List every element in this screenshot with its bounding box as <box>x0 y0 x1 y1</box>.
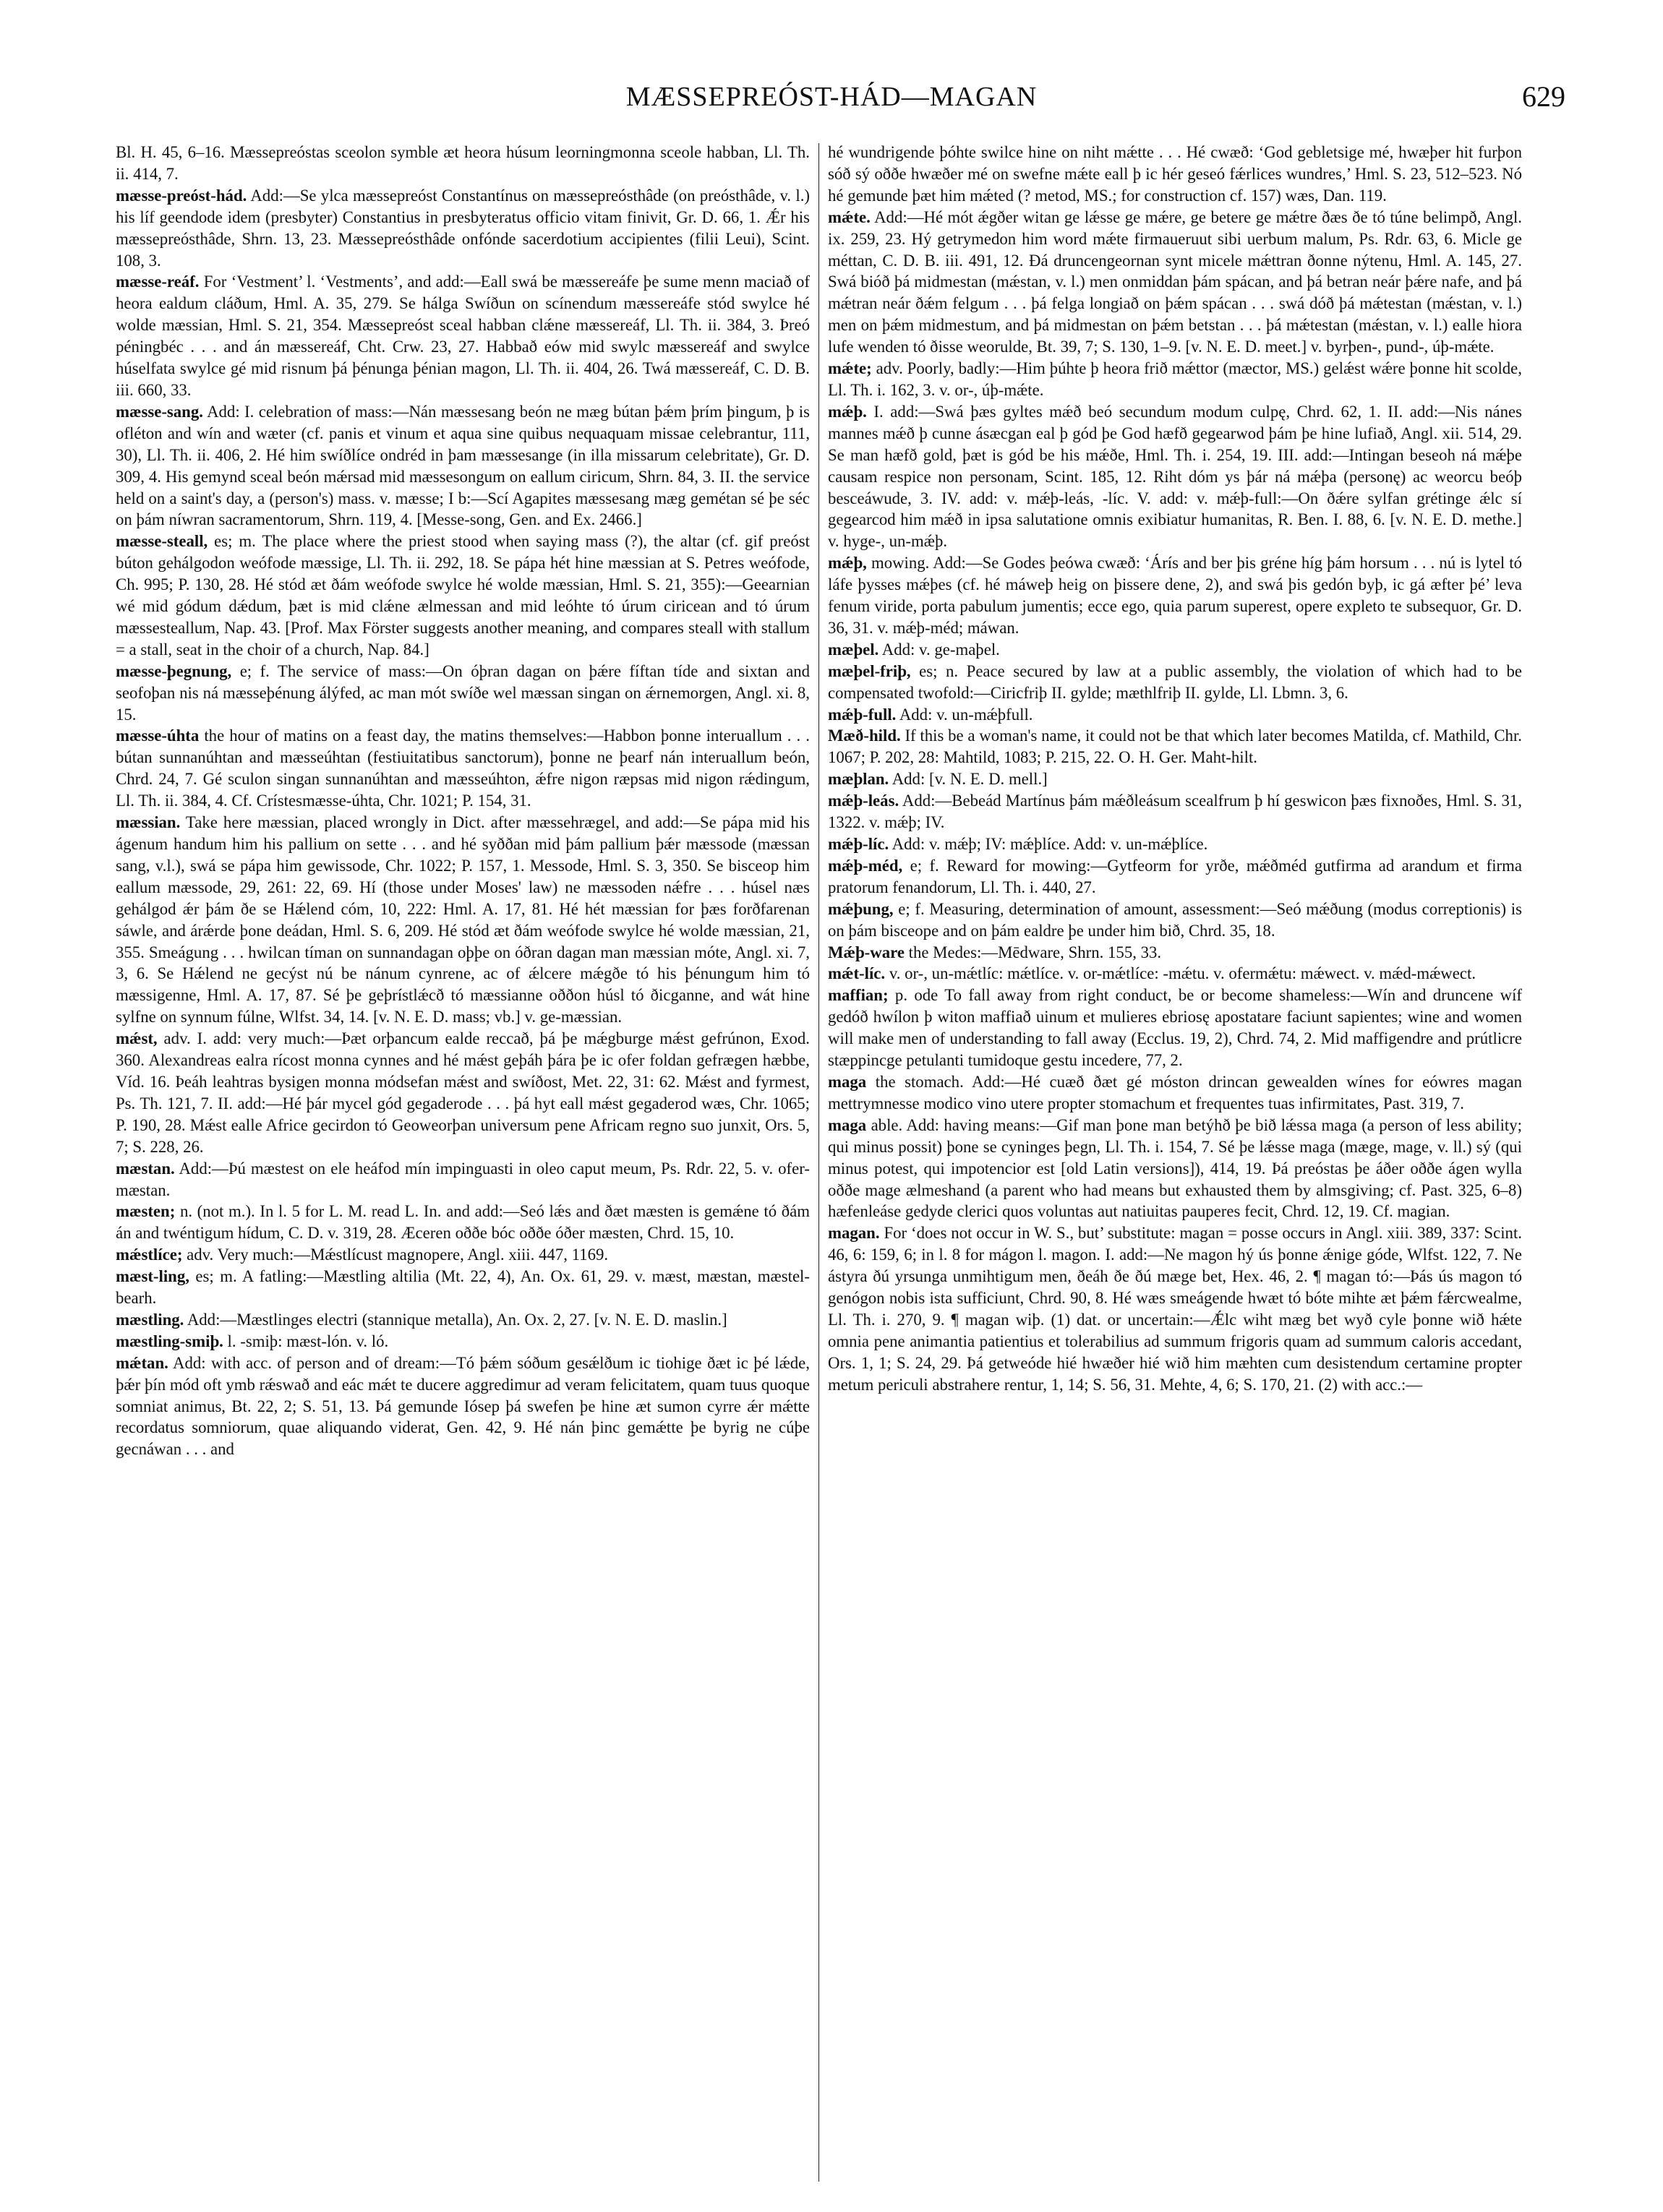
entry-text: v. or-, un-mǽtlíc: mǽtlíce. v. or-mǽtlíce: -mǽtu. v. ofermǽtu: mǽwect. v. mǽd-mǽwect. <box>885 964 1476 983</box>
dictionary-entry <box>116 1201 810 1244</box>
dictionary-entry <box>828 899 1522 942</box>
entry-text: Add: with acc. of person and of dream:—Tó þǽm sóðum gesǽlðum ic tiohige ðæt ic þé lǽde, þǽr þín mód oft ymb rǽswað and eác mǽt te ducere aggredimur ad veram felicitatem, quam tuus quoque somniat animus, Bt. 22, 2; S. 51, 13. Þá gemunde Iósep þá swefen þe hine æt sumon cyrre ǽr mǽtte recordatus somniorum, quae aliquando viderat, Gen. 42, 9. Hé nán þinc gemǽtte þe byrig ne cúþe gecnáwan . . . and <box>116 1353 810 1459</box>
dictionary-entry <box>828 768 1522 790</box>
running-head: MÆSSEPREÓST-HÁD—MAGAN <box>625 82 1038 112</box>
entry-text: Add: v. un-mǽþfull. <box>896 705 1033 724</box>
entry-headword: mæsse-úhta <box>116 726 200 745</box>
entry-headword: mæsse-steall, <box>116 532 208 551</box>
entry-headword: mæsse-reáf. <box>116 273 200 291</box>
entry-text: Add: I. celebration of mass:—Nán mæssesang beón ne mæg bútan þǽm þrím þingum, þ is ofléton and wín and wæter (cf. panis et vinum et aqua sine quibus nequaquam missae celebrantur, 111, 30), Ll. Th. ii. 406, 2. Hé him swíðlíce ondréd in þam mæssesange (in illa missarum celebritate), Gr. D. 309, 4. His gemynd sceal beón mǽrsad mid mæssesongum on eallum ciricum, Shrn. 84, 3. II. the service held on a saint's day, a (person's) mass. v. mæsse; I b:—Scí Agapites mæssesang mæg gemétan sé þe séc on þám níwran sacramentorum, Shrn. 119, 4. [Messe-song, Gen. and Ex. 2466.] <box>116 402 810 529</box>
entry-text: the hour of matins on a feast day, the matins themselves:—Habbon þonne interuallum . . . bútan sunnanúhtan and mæsseúhtan (festiuitatibus sanctorum), þonne ne þearf nán interuallum beón, Chrd. 24, 7. Gé sculon singan sunnanúhtan and mæsseúhton, ǽfre nigon ræpsas mid nigon rǽdingum, Ll. Th. ii. 384, 4. Cf. Crístesmæsse-úhta, Chr. 1021; P. 154, 31. <box>116 726 810 810</box>
entry-headword: mǽte. <box>828 207 871 226</box>
entry-headword: mæsse-preóst-hád. <box>116 186 247 205</box>
entry-headword: mǽþ-leás. <box>828 792 899 810</box>
dictionary-entry <box>116 725 810 812</box>
entry-headword: mæst-ling, <box>116 1267 189 1286</box>
entry-text: Take here mæssian, placed wrongly in Dict. after mæssehrægel, and add:—Se pápa mid his ágenum handum him his pallium on sette . . . and hé syððan mid þám pallium þǽr mæssode (mæssan sang, v.l.), swá se pápa him gewissode, Chr. 1022; P. 157, 1. Messode, Hml. S. 3, 350. Se bisceop him eallum mæssode, 29, 261: 22, 69. Hí (those under Moses' law) ne mæssoden nǽfre . . . húsel næs gehálgod ǽr þám ðe se Hǽlend cóm, 10, 222: Hml. A. 17, 81. Hé hét mæssian for þæs forðfarenan sáwle, and árǽrde þone deádan, Hml. S. 6, 209. Hé stód æt ðám weófode swylce hé wolde mæssian, 21, 355. Smeágung . . . hwilcan tíman on sunnandagan oþþe on óðran dagan man mæssian móte, Angl. xi. 7, 3, 6. Se Hǽlend ne gecýst nú be nánum cynrene, ac of ǽlcere mǽgðe tó his þénungum him tó mæssigenne, Hml. A. 17, 87. Sé þe geþrístlǽcð tó mæssianne oððon húsl tó ðicganne, and wát hine sylfne on synnum fúlne, Wlfst. 34, 14. [v. N. E. D. mass; vb.] v. ge-mæssian. <box>116 813 810 1026</box>
entry-text: For ‘Vestment’ l. ‘Vestments’, and add:—Eall swá be mæssereáfe þe sume menn maciað of heora ealdum cláðum, Hml. A. 35, 279. Se hálga Swíðun on scínendum mæssereáfe stód swylce hé wolde mæssian, Hml. S. 21, 354. Mæssepreóst sceal habban clǽne mæssereáf, Ll. Th. ii. 384, 3. Þreó péningbéc . . . and án mæssereáf, Cht. Crw. 23, 27. Habbað eów mid swylc mæssereáf and swylce húselfata swylce gé mid risnum þá þénunga þénian magon, Ll. Th. ii. 404, 26. Twá mæssereáf, C. D. B. iii. 660, 33. <box>116 273 810 399</box>
dictionary-entry <box>828 1071 1522 1115</box>
entry-text: adv. Poorly, badly:—Him þúhte þ heora frið mǽttor (mæctor, MS.) gelǽst wǽre þonne hit scolde, Ll. Th. i. 162, 3. v. or-, úþ-mǽte. <box>828 359 1522 399</box>
entry-text: the stomach. Add:—Hé cuæð ðæt gé móston drincan gewealden wínes for eówres magan mettrymnesse modico vino utere propter stomachum et frequentes tuas infirmitates, Past. 319, 7. <box>828 1072 1522 1113</box>
dictionary-entry <box>116 1244 810 1266</box>
entry-text: If this be a woman's name, it could not be that which later becomes Matilda, cf. Mathild, Chr. 1067; P. 202, 28: Mahtild, 1083; P. 215, 22. O. H. Ger. Maht-hilt. <box>828 726 1522 767</box>
dictionary-entry <box>116 661 810 726</box>
entry-text: e; f. The service of mass:—On óþran dagan on þǽre fíftan tíde and sixtan and seofoþan nis ná mæsseþénung álýfed, ac man mót swíðe wel mæssan singan on ǽrnemorgen, Angl. xi. 8, 15. <box>116 661 810 724</box>
dictionary-entry <box>828 942 1522 964</box>
entry-headword: maffian; <box>828 986 889 1005</box>
right-column <box>828 142 1522 2187</box>
dictionary-entry <box>828 401 1522 552</box>
page-number: 629 <box>1522 80 1565 113</box>
entry-text: Add:—Mæstlinges electri (stannique metalla), An. Ox. 2, 27. [v. N. E. D. maslin.] <box>184 1310 727 1329</box>
entry-text: the Medes:—Mēdware, Shrn. 155, 33. <box>904 943 1162 961</box>
dictionary-entry <box>116 1353 810 1461</box>
entry-headword: mǽþ. <box>828 402 867 421</box>
dictionary-entry <box>828 661 1522 704</box>
dictionary-entry <box>828 704 1522 726</box>
entry-headword: mǽþ, <box>828 554 867 573</box>
dictionary-entry <box>828 358 1522 401</box>
dictionary-entry <box>116 1331 810 1353</box>
entry-headword: mǽþ-líc. <box>828 835 889 853</box>
entry-headword: Mæð-hild. <box>828 726 901 745</box>
entry-headword: mæþel-friþ, <box>828 661 911 680</box>
dictionary-entry <box>116 185 810 272</box>
entry-headword: mæstling-smiþ. <box>116 1332 223 1350</box>
entry-headword: mǽþung, <box>828 899 894 918</box>
entry-text: I. add:—Swá þæs gyltes mǽð beó secundum modum culpę, Chrd. 62, 1. II. add:—Nis nánes mannes mǽð þ cunne ásæcgan eal þ gód þe God hæfð gegearwod þám þe hine lufiað, Angl. xii. 514, 29. Se man hæfð gold, þæt is gód be his mǽðe, Hml. Th. i. 254, 19. III. add:—Intingan beseoh ná mǽþe causam respice non personam, Scint. 185, 12. Riht dóm ys þár ná mǽþa (personę) ac weorcu beóþ besceáwude, 3. IV. add: v. mǽþ-leás, -líc. V. add: v. mǽþ-full:—On ðǽre sylfan grétinge ǽlc sí gegearcod him mǽð in ipsa salutatione omnis exibiatur humanitas, R. Ben. I. 88, 6. [v. N. E. D. methe.] v. hyge-, un-mǽþ. <box>828 402 1522 551</box>
entry-text: es; m. The place where the priest stood when saying mass (?), the altar (cf. gif preóst búton gehálgodon weófode mæssige, Ll. Th. ii. 292, 18. Se pápa hét hine mæssian at S. Petres weófode, Ch. 995; P. 130, 28. Hé stód æt ðám weófode swylce hé wolde mæssian, Hml. S. 21, 355):—Geearnian wé mid gódum dǽdum, þæt is mid clǽne ælmessan and mid leóhte tó úrum ciricean and tó úrum mæssesteallum, Nap. 43. [Prof. Max Förster suggests another meaning, and compares steall with stallum = a stall, seat in the choir of a church, Nap. 84.] <box>116 532 810 659</box>
dictionary-entry <box>828 142 1522 207</box>
entry-text: mowing. Add:—Se Godes þeówa cwæð: ‘Árís and ber þis gréne híg þám horsum . . . nú is lytel tó láfe þysses mǽþes (cf. hé máweþ heig on þissere dene, 2), and swá þis gedón byþ, ic gá æfter þé’ leva fenum viride, porta pabulum jumentis; ecce ego, quia parum superest, opere expleto te subsequor, Gr. D. 36, 31. v. mǽþ-méd; máwan. <box>828 554 1522 637</box>
entry-headword: mæþel. <box>828 640 879 659</box>
column-divider <box>818 143 819 2182</box>
entry-text: Add:—Bebeád Martínus þám mǽðleásum scealfrum þ hí geswicon þæs fixnoðes, Hml. S. 31, 1322. v. mǽþ; IV. <box>828 792 1522 832</box>
entry-text: able. Add: having means:—Gif man þone man betýhð þe bið lǽssa maga (a person of less ability; qui minus possit) þone se cyninges þegn, Ll. Th. i. 154, 7. Sé þe lǽsse maga (mæge, mage, v. ll.) sý (qui minus potest, qui impotencior est [old Latin versions]), 414, 19. Þá preóstas þe áðer oððe ágen wylla oððe mage ælmeshand (a parent who had means but exhausted them by almsgiving; cf. Past. 325, 6–8) hæfenleáse gedyde clerici quos voluntas aut natiuitas pauperes fecit, Chrd. 12, 19. Cf. magian. <box>828 1115 1522 1221</box>
dictionary-entry <box>828 833 1522 855</box>
entry-headword: mæstling. <box>116 1310 184 1329</box>
dictionary-entry <box>116 531 810 660</box>
entry-headword: maga <box>828 1115 867 1134</box>
dictionary-entry <box>116 812 810 1028</box>
left-column <box>116 142 810 2187</box>
dictionary-entry <box>116 1028 810 1157</box>
entry-text: Add: v. ge-maþel. <box>878 640 1000 659</box>
dictionary-entry <box>828 725 1522 768</box>
dictionary-entry <box>116 1158 810 1201</box>
entry-text: es; n. Peace secured by law at a public assembly, the violation of which had to be compensated twofold:—Ciricfriþ II. gylde; mæthlfriþ II. gylde, Ll. Lbmn. 3, 6. <box>828 661 1522 702</box>
dictionary-entry <box>828 985 1522 1071</box>
entry-headword: mǽstlíce; <box>116 1246 183 1264</box>
entry-headword: mǽte; <box>828 359 872 378</box>
entry-text: hé wundrigende þóhte swilce hine on niht mǽtte . . . Hé cwæð: ‘God gebletsige mé, hwæþer hit furþon sóð sý oððe hwæðer mé on swefne mǽte eall þ ic hér geseó fǽrlices wundres,’ Hml. S. 23, 512–523. Nó hé gemunde þæt him mǽted (? metod, MS.; for construction cf. 157) wæs, Dan. 119. <box>828 143 1522 205</box>
dictionary-entry <box>116 1309 810 1331</box>
entry-text: For ‘does not occur in W. S., but’ substitute: magan = posse occurs in Angl. xiii. 389, 337: Scint. 46, 6: 159, 6; in l. 8 for mágon l. magon. I. add:—Ne magon hý ús þonne ǽnige góde, Wlfst. 122, 7. Ne ástyra ðú yrsunga unmihtigum men, ðeáh ðe ðú mæge bet, Hex. 46, 2. ¶ magan tó:—Þás ús magon tó genógon nobis ista sufficiunt, Chrd. 90, 8. Hé wæs smeágende hwæt tó bóte mihte æt þǽm fǽrcwealme, Ll. Th. i. 270, 9. ¶ magan wiþ. (1) dat. or uncertain:—Ǽlc wiht mæg bet wyð cyle þonne wið hǽte omnia pene animantia patientius et tolerabilius ad summum frigoris quam ad summum caloris accedant, Ors. 1, 1; S. 24, 29. Þá getweóde hié hwæðer hié wið him mæhten cum desistendum certamine propter metum periculi abstrahere rentur, 1, 14; S. 56, 31. Mehte, 4, 6; S. 170, 21. (2) with acc.:— <box>828 1224 1522 1394</box>
entry-text: Bl. H. 45, 6–16. Mæssepreóstas sceolon symble æt heora húsum leorningmonna sceole habban, Ll. Th. ii. 414, 7. <box>116 143 810 183</box>
entry-headword: mǽst, <box>116 1029 158 1048</box>
dictionary-entry <box>116 271 810 400</box>
entry-text: Add: v. mǽþ; IV: mǽþlíce. Add: v. un-mǽþlíce. <box>889 835 1208 853</box>
entry-headword: mæstan. <box>116 1159 175 1178</box>
entry-text: p. ode To fall away from right conduct, be or become shameless:—Wín and druncene wíf gedóð hwílon þ witon maffiað uinum et mulieres ebriosę apostatare faciunt sapientes; wine and women will make men of understanding to fall away (Ecclus. 19, 2), Chrd. 74, 2. Mid maffigendre and prútlicre stæppincge petulanti tumidoque gestu incedere, 77, 2. <box>828 986 1522 1070</box>
entry-text: Add:—Hé mót ǽgðer witan ge lǽsse ge mǽre, ge betere ge mǽtre ðæs ðe tó túne belimpð, Angl. ix. 259, 23. Hý getrymedon him word mǽte firmaueruut sibi uerbum malum, Ps. Rdr. 63, 6. Micle ge méttan, C. D. B. iii. 491, 12. Ðá druncengeornan synt micele mǽttran ðonne nýtenu, Hml. A. 145, 27. Swá bióð þá midmestan (mǽstan, v. l.) men onmiddan þám spácan, and þá betran neár þǽre nafe, and þá mǽtran neár ðǽm felgum . . . þá felga longiað on þǽm spácan . . . swá dóð þá mǽtestan (mǽstan, v. l.) men on þǽm midmestum, and þá midmestan on þǽm betstan . . . þá mǽtestan (mǽstan, v. l.) ealle hiora lufe wenden tó ðisse weorulde, Bt. 39, 7; S. 130, 1–9. [v. N. E. D. meet.] v. byrþen-, pund-, úþ-mǽte. <box>828 207 1522 356</box>
entry-headword: mǽþ-méd, <box>828 856 903 875</box>
entry-headword: mæsse-þegnung, <box>116 661 232 680</box>
dictionary-entry <box>828 963 1522 985</box>
entry-text: adv. I. add: very much:—Þæt orþancum ealde reccað, þá þe mǽgburge mǽst gefrúnon, Exod. 360. Alexandreas ealra rícost monna cynnes and hé mǽst geþáh þára þe ic ofer foldan gefrægen hæbbe, Víd. 16. Þeáh leahtras bysigen monna módsefan mǽst and swíðost, Met. 22, 31: 62. Mǽst and fyrmest, Ps. Th. 121, 7. II. add:—Hé þár mycel gód gegaderode . . . þá hyt eall mǽst gegaderod wæs, Chr. 1065; P. 190, 28. Mǽst ealle Africe gecirdon tó Geoweorþan universum pene Africam regno suo junxit, Ors. 5, 7; S. 228, 26. <box>116 1029 810 1156</box>
entry-text: Add:—Þú mæstest on ele heáfod mín impinguasti in oleo caput meum, Ps. Rdr. 22, 5. v. ofer-mæstan. <box>116 1159 810 1199</box>
dictionary-entry <box>828 855 1522 899</box>
entry-headword: maga <box>828 1072 867 1091</box>
dictionary-entry <box>116 142 810 185</box>
dictionary-entry <box>828 207 1522 358</box>
entry-text: e; f. Reward for mowing:—Gytfeorm for yrðe, mǽðméd gutfirma ad arandum et firma pratorum fenandorum, Ll. Th. i. 440, 27. <box>828 856 1522 896</box>
entry-headword: mǽtan. <box>116 1353 168 1372</box>
entry-headword: mǽt-líc. <box>828 964 886 983</box>
entry-headword: mæsse-sang. <box>116 402 203 421</box>
entry-headword: mæþlan. <box>828 770 889 789</box>
entry-headword: magan. <box>828 1224 880 1243</box>
entry-text: adv. Very much:—Mǽstlícust magnopere, Angl. xiii. 447, 1169. <box>182 1246 609 1264</box>
dictionary-entry <box>828 639 1522 661</box>
dictionary-entry <box>116 1266 810 1309</box>
entry-text: e; f. Measuring, determination of amount, assessment:—Seó mǽðung (modus correptionis) is on þám bisceope and on þám ealdre þe under him bið, Chrd. 35, 18. <box>828 899 1522 940</box>
entry-headword: Mǽþ-ware <box>828 943 905 961</box>
entry-headword: mæssian. <box>116 813 181 832</box>
entry-headword: mæsten; <box>116 1202 176 1221</box>
dictionary-entry <box>828 1222 1522 1395</box>
dictionary-entry <box>116 401 810 531</box>
entry-text: es; m. A fatling:—Mæstling altilia (Mt. 22, 4), An. Ox. 61, 29. v. mæst, mæstan, mæstel-bearh. <box>116 1267 810 1308</box>
entry-text: l. -smiþ: mæst-lón. v. ló. <box>223 1332 389 1350</box>
entry-headword: mǽþ-full. <box>828 705 897 724</box>
dictionary-entry <box>828 1115 1522 1223</box>
entry-text: Add:—Se ylca mæssepreóst Constantínus on mæssepreósthâde (on preósthâde, v. l.) his líf geendode idem (presbyter) Constantius in presbyteratus officio vitam finivit, Gr. D. 66, 1. Ǽr his mæssepreósthâde, Shrn. 13, 23. Mæssepreósthâde onfónde sacerdotium accipientes (filii Leui), Scint. 108, 3. <box>116 186 810 270</box>
entry-text: Add: [v. N. E. D. mell.] <box>889 770 1048 789</box>
entry-text: n. (not m.). In l. 5 for L. M. read L. In. and add:—Seó lǽs and ðæt mæsten is gemǽne tó ðám án and twéntigum hídum, C. D. v. 319, 28. Æceren oððe bóc oððe óðer mæsten, Chrd. 15, 10. <box>116 1202 810 1243</box>
dictionary-entry <box>828 790 1522 833</box>
dictionary-entry <box>828 552 1522 639</box>
